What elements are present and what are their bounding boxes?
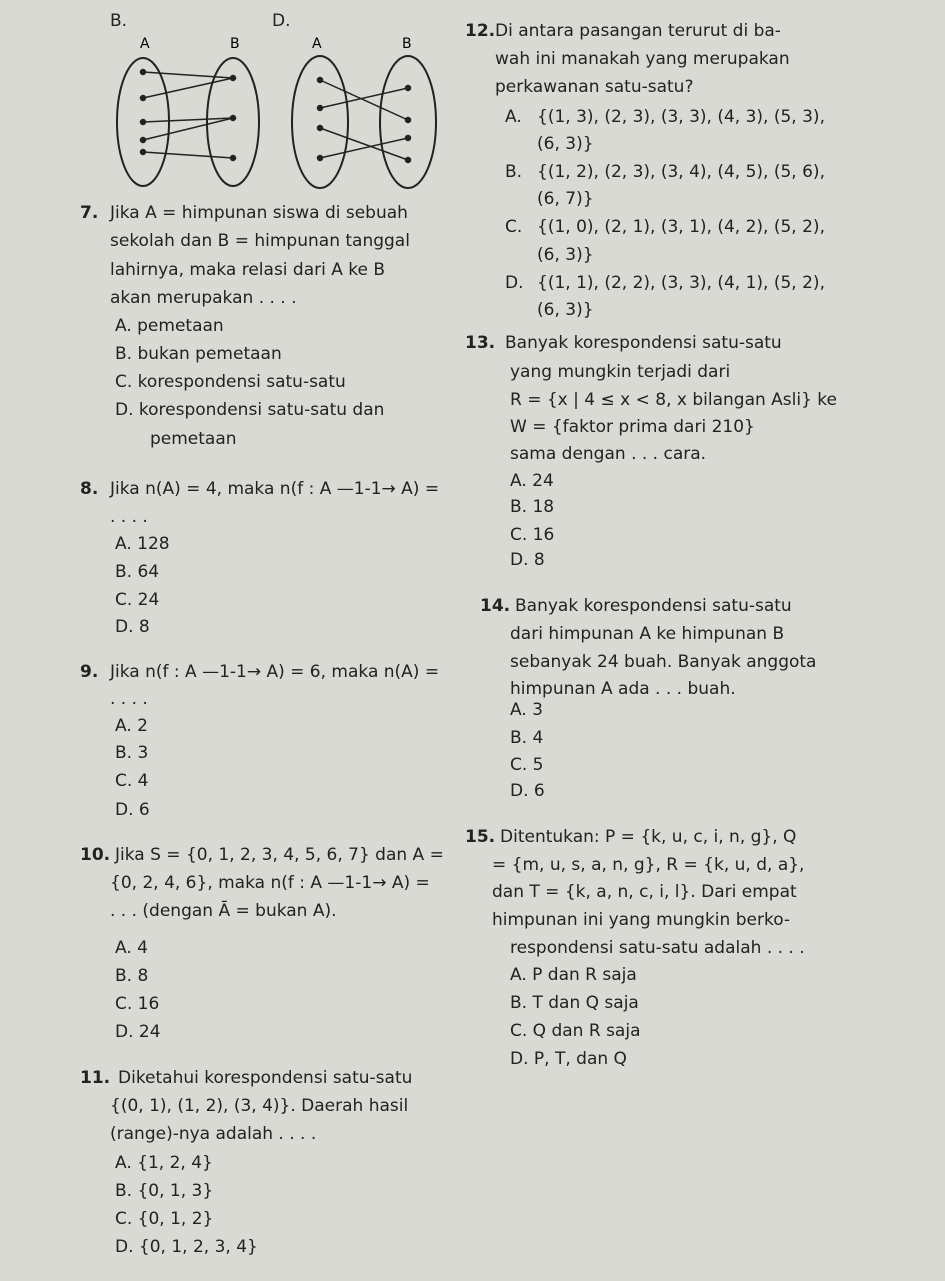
q7-option-a[interactable]: A. pemetaan	[115, 316, 224, 336]
q11-line-2: {(0, 1), (1, 2), (3, 4)}. Daerah hasil	[110, 1096, 409, 1116]
q7-option-c[interactable]: C. korespondensi satu-satu	[115, 372, 346, 392]
q7-option-d-cont: pemetaan	[150, 429, 237, 449]
q15-option-a[interactable]: A. P dan R saja	[510, 965, 637, 985]
q7-line-2: sekolah dan B = himpunan tanggal	[110, 231, 410, 251]
q10-line-1: Jika S = {0, 1, 2, 3, 4, 5, 6, 7} dan A =	[115, 845, 444, 865]
q12-option-c-line-2: (6, 3)}	[537, 245, 594, 265]
q15-line-4: himpunan ini yang mungkin berko-	[492, 910, 791, 930]
q12-option-b-letter: B.	[505, 162, 523, 182]
q13-option-c[interactable]: C. 16	[510, 525, 555, 545]
q7-line-1: Jika A = himpunan siswa di sebuah	[110, 203, 408, 223]
q15-number: 15.	[465, 827, 496, 847]
q7-number: 7.	[80, 203, 99, 223]
q10-number: 10.	[80, 845, 111, 865]
q8-option-d[interactable]: D. 8	[115, 617, 150, 637]
diagram-b-arrows	[141, 70, 236, 161]
q12-option-d-letter: D.	[505, 273, 524, 293]
q8-line-1: Jika n(A) = 4, maka n(f : A —1-1→ A) =	[110, 479, 440, 499]
q12-option-d-line-2: (6, 3)}	[537, 300, 594, 320]
diagram-d-set-a: A	[312, 36, 322, 52]
q14-line-3: sebanyak 24 buah. Banyak anggota	[510, 652, 817, 672]
q12-option-c[interactable]	[505, 214, 825, 240]
diagram-b-set-b: B	[230, 36, 240, 52]
diagram-d-label: D.	[272, 11, 291, 31]
q12-option-a-letter: A.	[505, 107, 522, 127]
q15-line-3: dan T = {k, a, n, c, i, l}. Dari empat	[492, 882, 797, 902]
q14-line-1: Banyak korespondensi satu-satu	[515, 596, 792, 616]
q7-line-4: akan merupakan . . . .	[110, 288, 297, 308]
q11-option-d[interactable]: D. {0, 1, 2, 3, 4}	[115, 1237, 258, 1257]
q12-line-3: perkawanan satu-satu?	[495, 77, 694, 97]
q9-option-c[interactable]: C. 4	[115, 771, 149, 791]
q12-line-1: Di antara pasangan terurut di ba-	[495, 21, 781, 41]
q13-number: 13.	[465, 333, 496, 353]
q8-option-a[interactable]: A. 128	[115, 534, 170, 554]
q14-option-b[interactable]: B. 4	[510, 728, 544, 748]
q13-option-a[interactable]: A. 24	[510, 471, 554, 491]
q14-line-4: himpunan A ada . . . buah.	[510, 679, 736, 699]
q12-line-2: wah ini manakah yang merupakan	[495, 49, 790, 69]
q10-option-d[interactable]: D. 24	[115, 1022, 161, 1042]
q12-option-b-line-1: {(1, 2), (2, 3), (3, 4), (4, 5), (5, 6),	[537, 162, 825, 182]
diagram-d-ellipse-a	[292, 56, 348, 188]
diagram-b-label: B.	[110, 11, 128, 31]
q12-option-c-letter: C.	[505, 217, 523, 237]
q9-option-a[interactable]: A. 2	[115, 716, 148, 736]
q13-line-5: sama dengan . . . cara.	[510, 444, 707, 464]
q12-option-a[interactable]	[505, 104, 825, 130]
q15-line-1: Ditentukan: P = {k, u, c, i, n, g}, Q	[500, 827, 797, 847]
q12-option-a-line-1: {(1, 3), (2, 3), (3, 3), (4, 3), (5, 3),	[537, 107, 825, 127]
q11-option-b[interactable]: B. {0, 1, 3}	[115, 1181, 214, 1201]
q7-option-d[interactable]: D. korespondensi satu-satu dan	[115, 400, 385, 420]
q11-line-1: Diketahui korespondensi satu-satu	[118, 1068, 413, 1088]
q10-line-2: {0, 2, 4, 6}, maka n(f : A —1-1→ A) =	[110, 873, 430, 893]
q9-number: 9.	[80, 662, 99, 682]
q13-option-b[interactable]: B. 18	[510, 497, 555, 517]
q8-option-c[interactable]: C. 24	[115, 590, 160, 610]
q9-option-b[interactable]: B. 3	[115, 743, 149, 763]
q7-option-b[interactable]: B. bukan pemetaan	[115, 344, 282, 364]
relation-diagram-b	[105, 30, 270, 190]
q15-line-5: respondensi satu-satu adalah . . . .	[510, 938, 805, 958]
q14-option-a[interactable]: A. 3	[510, 700, 543, 720]
diagram-d-arrows	[318, 78, 411, 163]
q12-option-c-line-1: {(1, 0), (2, 1), (3, 1), (4, 2), (5, 2),	[537, 217, 825, 237]
q14-option-c[interactable]: C. 5	[510, 755, 544, 775]
q12-option-d-line-1: {(1, 1), (2, 2), (3, 3), (4, 1), (5, 2),	[537, 273, 825, 293]
q9-line-1: Jika n(f : A —1-1→ A) = 6, maka n(A) =	[110, 662, 440, 682]
q14-option-d[interactable]: D. 6	[510, 781, 545, 801]
q8-line-2: . . . .	[110, 507, 148, 527]
q14-number: 14.	[480, 596, 511, 616]
q11-line-3: (range)-nya adalah . . . .	[110, 1124, 317, 1144]
q9-line-2: . . . .	[110, 689, 148, 709]
q12-option-d[interactable]	[505, 270, 825, 296]
q9-option-d[interactable]: D. 6	[115, 800, 150, 820]
q11-option-a[interactable]: A. {1, 2, 4}	[115, 1153, 213, 1173]
q12-option-b[interactable]	[505, 159, 825, 185]
diagram-d-set-b: B	[402, 36, 412, 52]
q8-option-b[interactable]: B. 64	[115, 562, 160, 582]
q13-option-d[interactable]: D. 8	[510, 550, 545, 570]
q11-number: 11.	[80, 1068, 111, 1088]
q12-option-a-line-2: (6, 3)}	[537, 134, 594, 154]
relation-diagram-d	[282, 30, 447, 190]
q12-option-b-line-2: (6, 7)}	[537, 189, 594, 209]
q15-option-b[interactable]: B. T dan Q saja	[510, 993, 639, 1013]
q7-line-3: lahirnya, maka relasi dari A ke B	[110, 260, 386, 280]
q15-option-d[interactable]: D. P, T, dan Q	[510, 1049, 627, 1069]
q11-option-c[interactable]: C. {0, 1, 2}	[115, 1209, 214, 1229]
q13-line-3: R = {x | 4 ≤ x < 8, x bilangan Asli} ke	[510, 390, 838, 410]
q15-line-2: = {m, u, s, a, n, g}, R = {k, u, d, a},	[492, 855, 805, 875]
q12-number: 12.	[465, 21, 496, 41]
diagram-b-set-a: A	[140, 36, 150, 52]
q10-option-a[interactable]: A. 4	[115, 938, 148, 958]
q10-option-b[interactable]: B. 8	[115, 966, 149, 986]
q13-line-4: W = {faktor prima dari 210}	[510, 417, 755, 437]
q13-line-2: yang mungkin terjadi dari	[510, 362, 731, 382]
q10-line-3: . . . (dengan Ā = bukan A).	[110, 901, 337, 921]
q10-option-c[interactable]: C. 16	[115, 994, 160, 1014]
q15-option-c[interactable]: C. Q dan R saja	[510, 1021, 641, 1041]
q14-line-2: dari himpunan A ke himpunan B	[510, 624, 785, 644]
q13-line-1: Banyak korespondensi satu-satu	[505, 333, 782, 353]
q8-number: 8.	[80, 479, 99, 499]
